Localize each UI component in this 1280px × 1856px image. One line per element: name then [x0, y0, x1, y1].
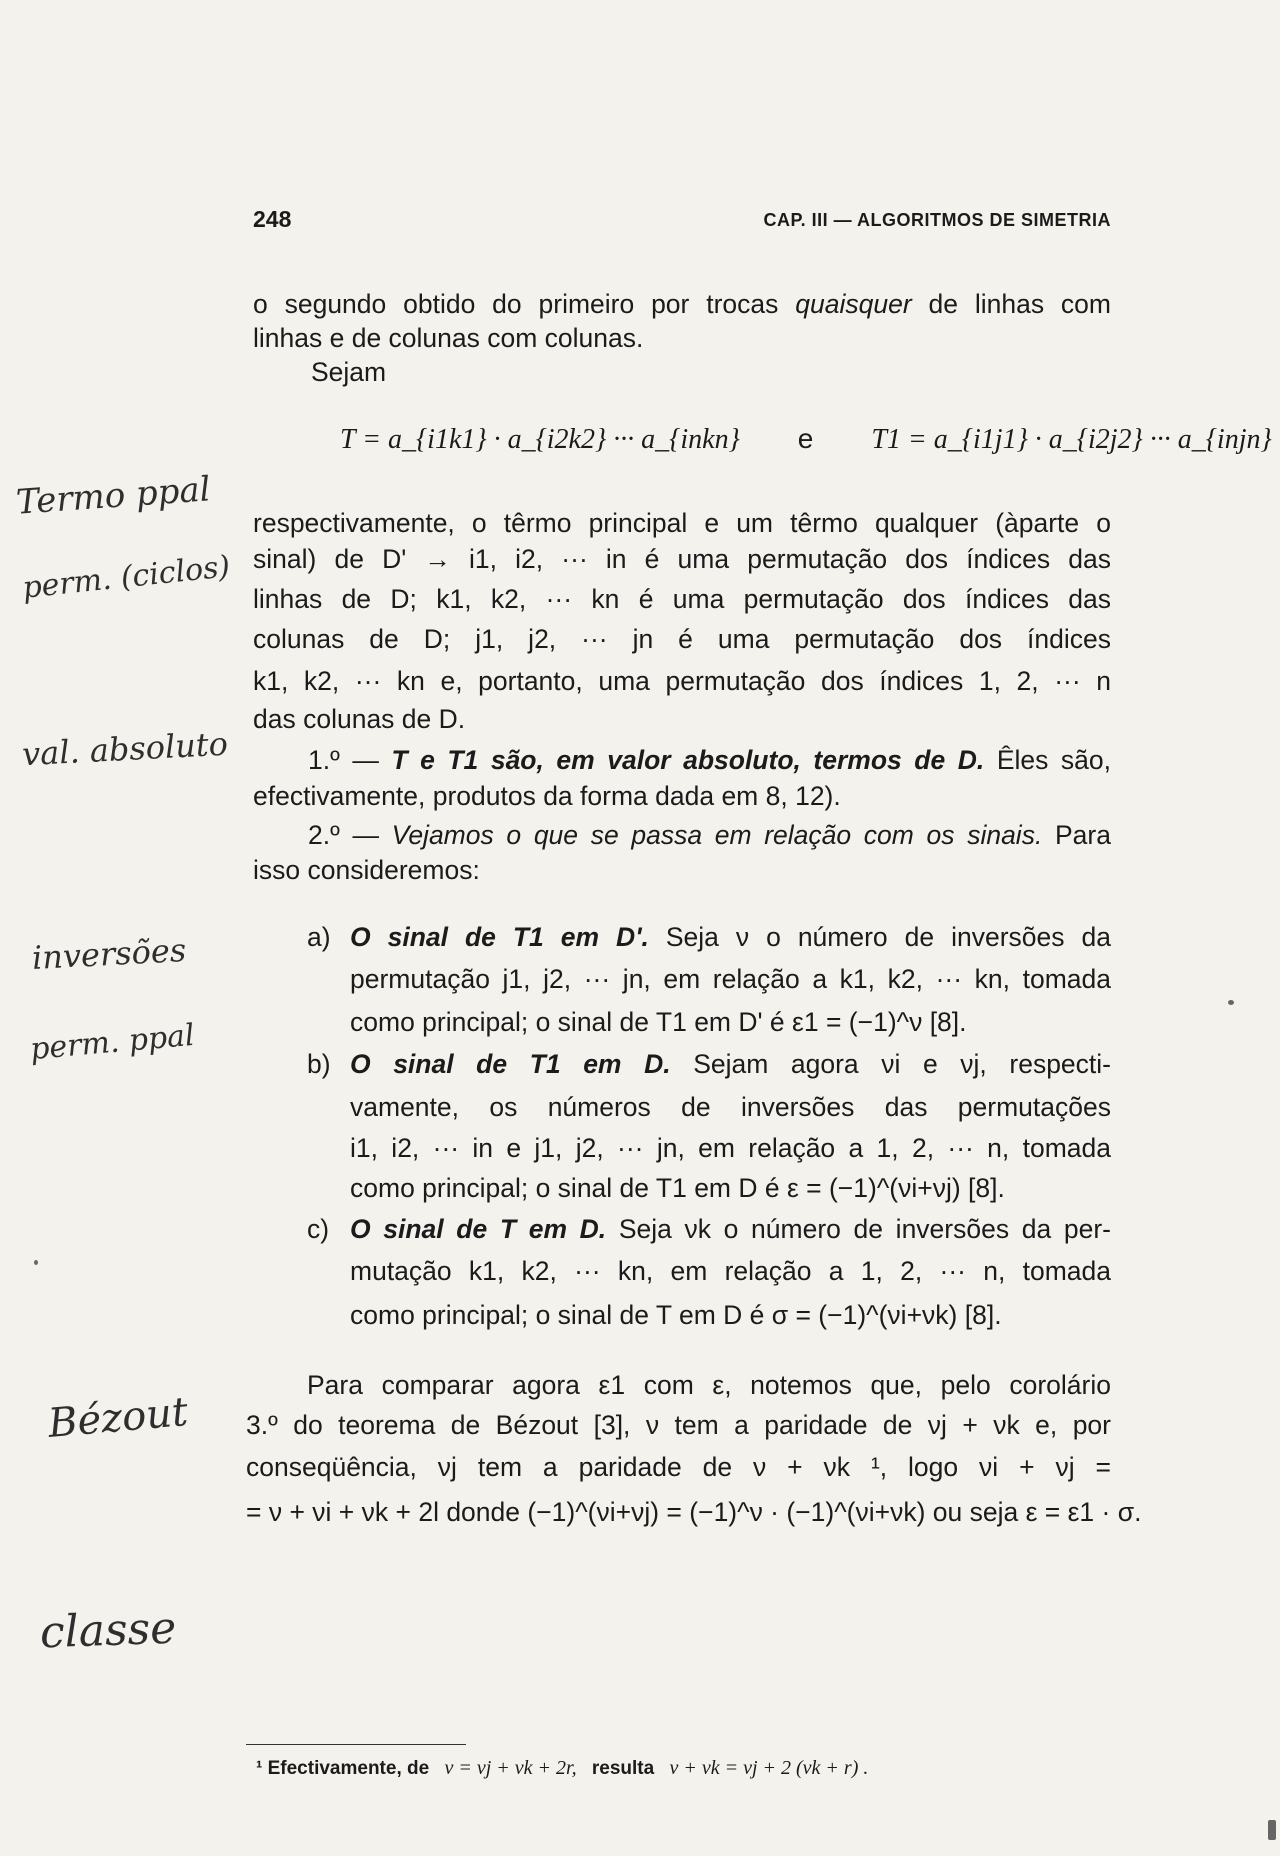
margin-note-bezout: Bézout [46, 1388, 190, 1448]
margin-note-val-absoluto: val. absoluto [21, 724, 229, 774]
formula-T-T1 [340, 423, 1272, 463]
text-line: Para comparar agora ε1 com ε, notemos que, pelo corolário [307, 1370, 1111, 1400]
formula-T: T = a_{i1k1} · a_{i2k2} ··· a_{inkn} [340, 424, 740, 455]
text-line: k1, k2, ··· kn e, portanto, uma permutação dos índices 1, 2, ··· n [253, 666, 1111, 696]
text-line: O sinal de T em D. Seja νk o número de inversões da per- [350, 1214, 1111, 1244]
text-line: mutação k1, k2, ··· kn, em relação a 1, 2, ··· n, tomada [350, 1256, 1111, 1286]
footnote: ¹ Efectivamente, de ν = νj + νk + 2r, resulta ν + νk = νj + 2 (νk + r) . [256, 1757, 869, 1779]
text-line: como principal; o sinal de T em D é σ = (−1)^(νi+νk) [8]. [350, 1300, 1002, 1330]
text-line: O sinal de T1 em D. Sejam agora νi e νj, respecti- [350, 1049, 1111, 1079]
text-line: como principal; o sinal de T1 em D' é ε1 = (−1)^ν [8]. [350, 1007, 967, 1037]
text-line: conseqüência, νj tem a paridade de ν + νk ¹, logo νi + νj = [246, 1452, 1111, 1482]
item-label: a) [307, 922, 331, 952]
text-line: isso consideremos: [253, 855, 480, 885]
footnote-rule [246, 1744, 466, 1745]
text-line: O sinal de T1 em D'. Seja ν o número de inversões da [350, 922, 1111, 952]
text-line: 2.º — Vejamos o que se passa em relação com os sinais. Para [308, 820, 1111, 850]
margin-note-perm-ciclos: perm. (ciclos) [20, 549, 232, 606]
text-line: como principal; o sinal de T1 em D é ε = (−1)^(νi+νj) [8]. [350, 1173, 1005, 1203]
text-line: Sejam [311, 357, 387, 387]
text-line: colunas de D; j1, j2, ··· jn é uma permutação dos índices [253, 624, 1111, 654]
scan-speck [1228, 1000, 1234, 1005]
text-line: 1.º — T e T1 são, em valor absoluto, termos de D. Êles são, [308, 745, 1111, 775]
page-number: 248 [253, 206, 292, 232]
margin-note-termo-ppal: Termo ppal [14, 469, 212, 523]
footnote-mark: ¹ [256, 1758, 263, 1779]
text-line: efectivamente, produtos da forma dada em 8, 12). [253, 781, 841, 811]
text-line: i1, i2, ··· in e j1, j2, ··· jn, em relação a 1, 2, ··· n, tomada [350, 1133, 1111, 1163]
scan-speck [1268, 1820, 1276, 1840]
margin-note-inversoes: inversões [31, 930, 188, 978]
formula-and: e [797, 423, 814, 454]
text-line: vamente, os números de inversões das permutações [350, 1092, 1111, 1122]
text-line: sinal) de D' → i1, i2, ··· in é uma permutação dos índices das [253, 544, 1111, 574]
text-line: o segundo obtido do primeiro por trocas quaisquer de linhas com [253, 289, 1111, 319]
item-label: b) [307, 1049, 331, 1079]
item-label: c) [307, 1214, 330, 1244]
margin-note-classe: classe [39, 1602, 178, 1659]
chapter-title: CAP. III — ALGORITMOS DE SIMETRIA [763, 210, 1111, 230]
text-line: permutação j1, j2, ··· jn, em relação a k1, k2, ··· kn, tomada [350, 964, 1111, 994]
text-line: 3.º do teorema de Bézout [3], ν tem a paridade de νj + νk e, por [246, 1410, 1111, 1440]
text-line: respectivamente, o têrmo principal e um têrmo qualquer (àparte o [253, 508, 1111, 538]
page-header [253, 206, 1111, 236]
text-line: linhas de D; k1, k2, ··· kn é uma permutação dos índices das [253, 584, 1111, 614]
scan-speck [34, 1260, 38, 1265]
margin-note-perm-ppal: perm. ppal [28, 1017, 196, 1068]
text-line: das colunas de D. [253, 704, 466, 734]
text-line: linhas e de colunas com colunas. [253, 323, 644, 353]
text-line: = ν + νi + νk + 2l donde (−1)^(νi+νj) = (−1)^ν · (−1)^(νi+νk) ou seja ε = ε1 · σ. [246, 1497, 1142, 1527]
formula-T1: T1 = a_{i1j1} · a_{i2j2} ··· a_{injn} [871, 424, 1272, 455]
